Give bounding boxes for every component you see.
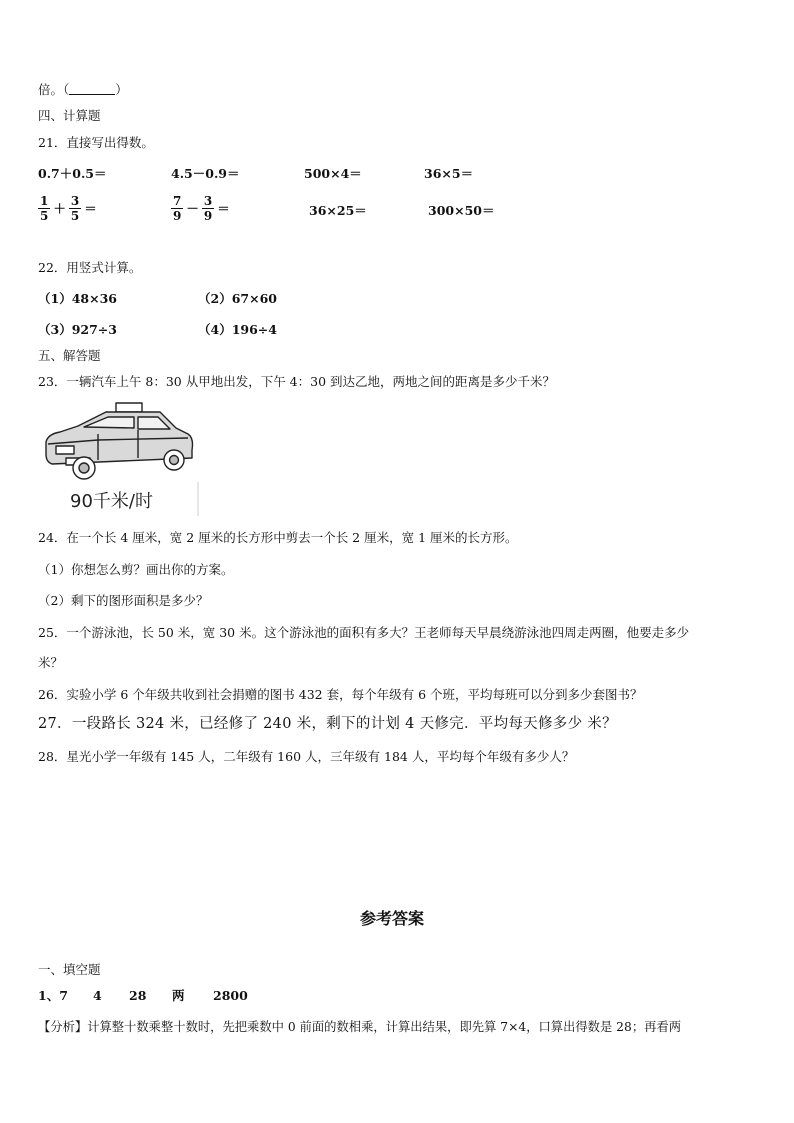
q23-text: 23．一辆汽车上午 8：30 从甲地出发，下午 4：30 到达乙地，两地之间的距离是多少千米？ [38, 374, 556, 389]
equals: ＝ [84, 200, 97, 216]
numerator: 7 [173, 194, 182, 208]
q21-item-2: 4.5－0.9＝ [171, 166, 240, 181]
q21-label: 21．直接写出得数。 [38, 135, 154, 150]
q25-line-2: 米？ [38, 655, 64, 670]
answers-title: 参考答案 [360, 909, 425, 928]
fraction-a [38, 194, 50, 223]
operator: ＋ [53, 200, 66, 216]
fraction-a [171, 194, 183, 223]
q24-text: 24．在一个长 4 厘米，宽 2 厘米的长方形中剪去一个长 2 厘米，宽 1 厘米的长方形。 [38, 530, 518, 545]
answer-1-item: 2800 [213, 988, 248, 1003]
q22-label: 22．用竖式计算。 [38, 260, 142, 275]
q22-item-2: （2）67×60 [198, 291, 277, 306]
equals: ＝ [217, 200, 230, 216]
denominator: 9 [173, 209, 182, 223]
numerator: 3 [70, 194, 80, 208]
top-suffix: ） [115, 82, 128, 97]
car-speed-label: 90千米/时 [70, 491, 153, 512]
answer-1-item: 1、7 [38, 988, 68, 1003]
top-line [38, 82, 128, 98]
answer-1-item: 4 [93, 988, 102, 1003]
denominator: 5 [70, 209, 80, 223]
q22-item-4: （4）196÷4 [198, 322, 277, 337]
denominator: 5 [40, 209, 49, 223]
q22-item-3: （3）927÷3 [38, 322, 117, 337]
section-5-heading: 五、解答题 [38, 348, 101, 363]
q24-sub-1: （1）你想怎么剪？画出你的方案。 [38, 562, 234, 577]
q21-item-3: 500×4＝ [304, 166, 362, 181]
q24-sub-2: （2）剩下的图形面积是多少？ [38, 593, 209, 608]
q21-item-8: 300×50＝ [428, 203, 495, 218]
taxi-sign-icon [116, 403, 142, 412]
answer-1-item: 两 [172, 988, 185, 1003]
q21-fraction-1 [38, 193, 100, 224]
q22-item-1: （1）48×36 [38, 291, 117, 306]
numerator: 3 [203, 194, 213, 208]
q26-text: 26．实验小学 6 个年级共收到社会捐赠的图书 432 套，每个年级有 6 个班，平均每班可以分到多少套图书？ [38, 687, 643, 702]
answer-blank [69, 83, 115, 95]
answer-analysis: 【分析】计算整十数乘整十数时，先把乘数中 0 前面的数相乘，计算出结果，即先算 7×4，口算出得数是 28；再看两 [38, 1020, 682, 1034]
fraction-b [202, 194, 214, 223]
fraction-b [69, 194, 81, 223]
operator: － [186, 200, 199, 216]
answer-1-item: 28 [129, 988, 147, 1003]
q25-line-1: 25．一个游泳池，长 50 米，宽 30 米。这个游泳池的面积有多大？王老师每天早晨绕游泳池四周走两圈，他要走多少 [38, 625, 690, 640]
denominator: 9 [203, 209, 213, 223]
answers-section-1: 一、填空题 [38, 962, 101, 977]
top-prefix: 倍。（ [38, 82, 70, 97]
section-4-heading: 四、计算题 [38, 108, 101, 123]
q28-text: 28．星光小学一年级有 145 人，二年级有 160 人，三年级有 184 人，平均每个年级有多少人？ [38, 749, 575, 764]
q27-text: 27．一段路长 324 米，已经修了 240 米，剩下的计划 4 天修完．平均每天修多少 米？ [38, 716, 617, 732]
q21-fraction-2 [171, 193, 233, 224]
q21-item-7: 36×25＝ [309, 203, 367, 218]
numerator: 1 [40, 194, 49, 208]
q21-item-1: 0.7＋0.5＝ [38, 166, 107, 181]
q21-item-4: 36×5＝ [424, 166, 474, 181]
